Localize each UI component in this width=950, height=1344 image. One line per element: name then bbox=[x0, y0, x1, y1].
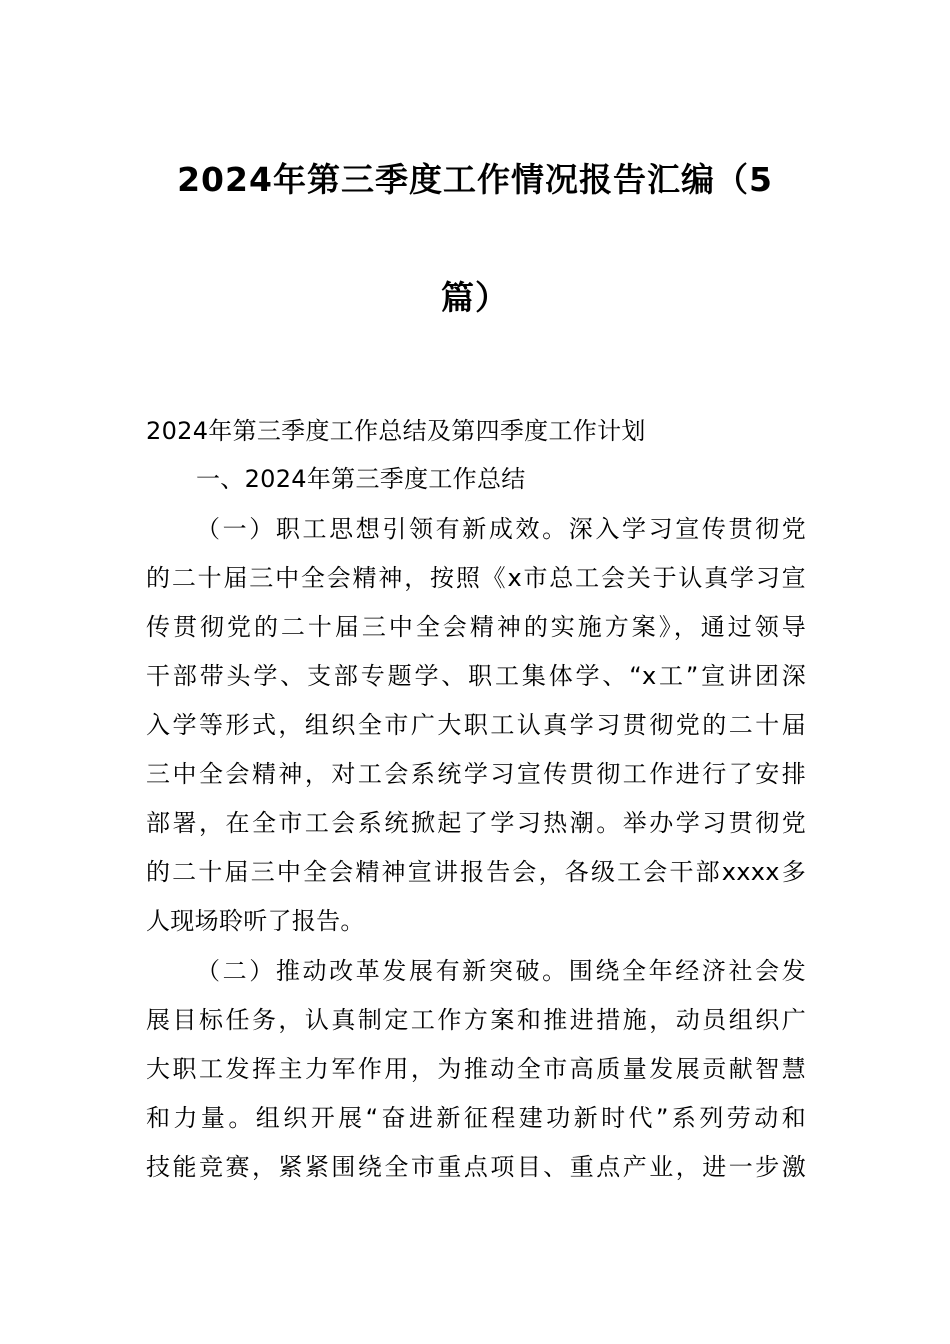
paragraph-line: 展目标任务，认真制定工作方案和推进措施，动员组织广 bbox=[146, 1006, 806, 1034]
paragraph-line: 和力量。组织开展“奋进新征程建功新时代”系列劳动和 bbox=[146, 1104, 806, 1132]
paragraph-line: 入学等形式，组织全市广大职工认真学习贯彻党的二十届 bbox=[146, 711, 806, 739]
section-heading: 一、2024年第三季度工作总结 bbox=[196, 465, 526, 493]
paragraph-line: 的二十届三中全会精神宣讲报告会，各级工会干部xxxx多 bbox=[146, 858, 806, 886]
paragraph-line: 大职工发挥主力军作用，为推动全市高质量发展贡献智慧 bbox=[146, 1055, 806, 1083]
paragraph-line: 干部带头学、支部专题学、职工集体学、“x工”宣讲团深 bbox=[146, 662, 806, 690]
document-title-line-1: 2024年第三季度工作情况报告汇编（5 bbox=[177, 160, 773, 199]
paragraph-line: 传贯彻党的二十届三中全会精神的实施方案》，通过领导 bbox=[146, 613, 806, 641]
paragraph-line: 三中全会精神，对工会系统学习宣传贯彻工作进行了安排 bbox=[146, 760, 806, 788]
document-title-line-2: 篇） bbox=[441, 278, 509, 317]
paragraph-line: 部署，在全市工会系统掀起了学习热潮。举办学习贯彻党 bbox=[146, 809, 806, 837]
subtitle: 2024年第三季度工作总结及第四季度工作计划 bbox=[146, 417, 646, 445]
paragraph-line: 技能竞赛，紧紧围绕全市重点项目、重点产业，进一步激 bbox=[146, 1153, 806, 1181]
paragraph-line: （一）职工思想引领有新成效。深入学习宣传贯彻党 bbox=[196, 515, 806, 543]
paragraph-line: 人现场聆听了报告。 bbox=[146, 907, 365, 935]
paragraph-line: 的二十届三中全会精神，按照《x市总工会关于认真学习宣 bbox=[146, 564, 806, 592]
paragraph-line: （二）推动改革发展有新突破。围绕全年经济社会发 bbox=[196, 957, 806, 985]
